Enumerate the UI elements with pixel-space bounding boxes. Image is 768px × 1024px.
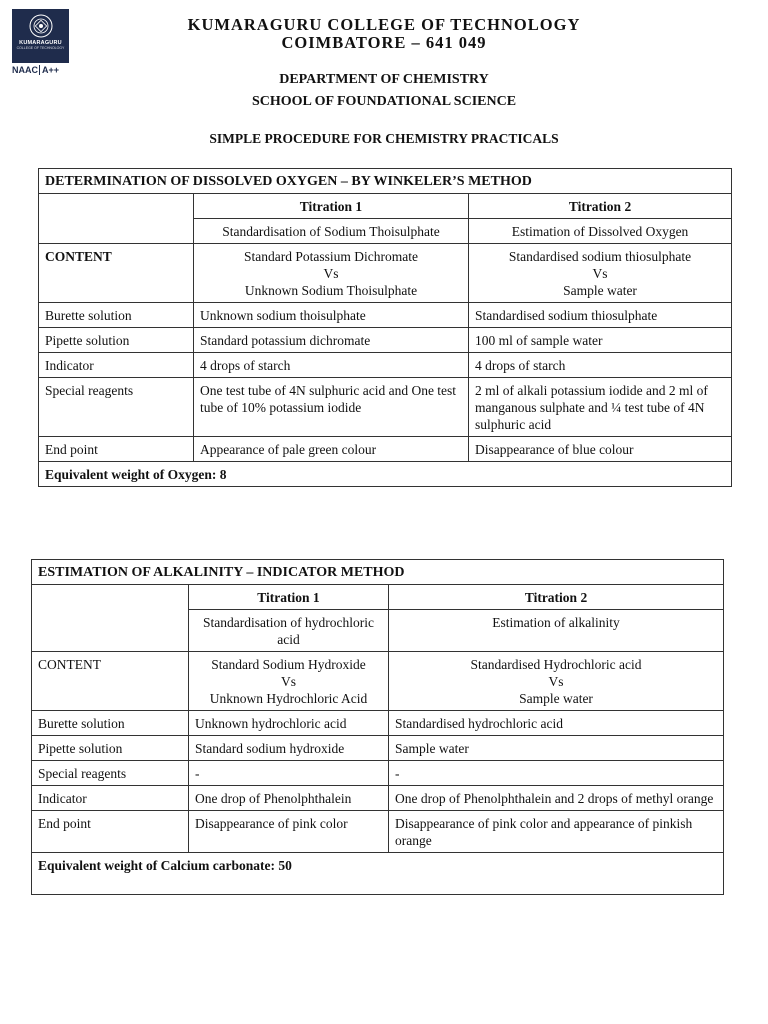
college-name: KUMARAGURU COLLEGE OF TECHNOLOGY — [187, 15, 581, 34]
equivalent-weight: Equivalent weight of Oxygen: 8 — [39, 462, 732, 487]
row-titration-2: - — [389, 761, 724, 786]
content-titration-2: Standardised sodium thiosulphate Vs Sample water — [469, 244, 732, 303]
school-name: SCHOOL OF FOUNDATIONAL SCIENCE — [251, 94, 517, 109]
equivalent-weight: Equivalent weight of Calcium carbonate: 50 — [32, 853, 724, 895]
row-label: Burette solution — [32, 711, 189, 736]
table-row — [32, 711, 724, 736]
table-row — [32, 786, 724, 811]
table-title: DETERMINATION OF DISSOLVED OXYGEN – BY WINKELER’S METHOD — [39, 169, 732, 194]
titration-2-header: Titration 2 — [389, 585, 724, 610]
procedure-title: SIMPLE PROCEDURE FOR CHEMISTRY PRACTICALS — [209, 131, 559, 146]
titration-1-subtitle: Standardisation of hydrochloric acid — [189, 610, 389, 652]
blank-cell — [39, 194, 194, 244]
row-label: Indicator — [39, 353, 194, 378]
row-titration-1: Disappearance of pink color — [189, 811, 389, 853]
logo-name: KUMARAGURU — [19, 40, 62, 46]
row-label: End point — [32, 811, 189, 853]
department-header — [0, 69, 768, 113]
content-label: CONTENT — [32, 652, 189, 711]
college-header — [0, 16, 768, 52]
table-row — [39, 437, 732, 462]
content-titration-2: Standardised Hydrochloric acid Vs Sample water — [389, 652, 724, 711]
content-label: CONTENT — [39, 244, 194, 303]
titration-1-header: Titration 1 — [189, 585, 389, 610]
row-label: Pipette solution — [32, 736, 189, 761]
row-titration-1: Standard potassium dichromate — [194, 328, 469, 353]
titration-1-subtitle: Standardisation of Sodium Thoisulphate — [194, 219, 469, 244]
row-titration-2: Standardised hydrochloric acid — [389, 711, 724, 736]
row-titration-2: Standardised sodium thiosulphate — [469, 303, 732, 328]
table-row — [32, 761, 724, 786]
row-titration-2: 2 ml of alkali potassium iodide and 2 ml of manganous sulphate and ¼ test tube of 4N sulphuric acid — [469, 378, 732, 437]
row-titration-2: Sample water — [389, 736, 724, 761]
titration-2-subtitle: Estimation of alkalinity — [389, 610, 724, 652]
row-label: End point — [39, 437, 194, 462]
row-titration-1: Unknown sodium thoisulphate — [194, 303, 469, 328]
row-titration-1: - — [189, 761, 389, 786]
table-row — [39, 378, 732, 437]
table-title: ESTIMATION OF ALKALINITY – INDICATOR METHOD — [32, 560, 724, 585]
titration-2-subtitle: Estimation of Dissolved Oxygen — [469, 219, 732, 244]
row-titration-2: 100 ml of sample water — [469, 328, 732, 353]
college-city: COIMBATORE – 641 049 — [281, 33, 487, 52]
row-titration-1: One drop of Phenolphthalein — [189, 786, 389, 811]
table-row — [39, 353, 732, 378]
naac-label: NAAC — [12, 65, 38, 75]
row-titration-1: Unknown hydrochloric acid — [189, 711, 389, 736]
content-titration-1: Standard Sodium Hydroxide Vs Unknown Hydrochloric Acid — [189, 652, 389, 711]
dissolved-oxygen-table — [38, 168, 732, 487]
row-titration-1: One test tube of 4N sulphuric acid and One test tube of 10% potassium iodide — [194, 378, 469, 437]
table-row — [32, 652, 724, 711]
row-titration-1: 4 drops of starch — [194, 353, 469, 378]
row-label: Burette solution — [39, 303, 194, 328]
content-titration-1: Standard Potassium Dichromate Vs Unknown Sodium Thoisulphate — [194, 244, 469, 303]
naac-grade: A++ — [39, 65, 59, 75]
titration-1-header: Titration 1 — [194, 194, 469, 219]
logo-subtitle: COLLEGE OF TECHNOLOGY — [16, 46, 65, 50]
titration-2-header: Titration 2 — [469, 194, 732, 219]
row-label: Indicator — [32, 786, 189, 811]
row-titration-2: Disappearance of pink color and appearance of pinkish orange — [389, 811, 724, 853]
table-row — [39, 303, 732, 328]
alkalinity-table — [31, 559, 724, 895]
row-titration-1: Standard sodium hydroxide — [189, 736, 389, 761]
table-row — [32, 736, 724, 761]
row-label: Pipette solution — [39, 328, 194, 353]
table-row — [32, 811, 724, 853]
department-name: DEPARTMENT OF CHEMISTRY — [279, 72, 489, 87]
blank-cell — [32, 585, 189, 652]
row-titration-2: Disappearance of blue colour — [469, 437, 732, 462]
row-titration-2: One drop of Phenolphthalein and 2 drops of methyl orange — [389, 786, 724, 811]
table-row — [39, 244, 732, 303]
row-titration-2: 4 drops of starch — [469, 353, 732, 378]
table-row — [39, 328, 732, 353]
row-label: Special reagents — [39, 378, 194, 437]
row-label: Special reagents — [32, 761, 189, 786]
row-titration-1: Appearance of pale green colour — [194, 437, 469, 462]
